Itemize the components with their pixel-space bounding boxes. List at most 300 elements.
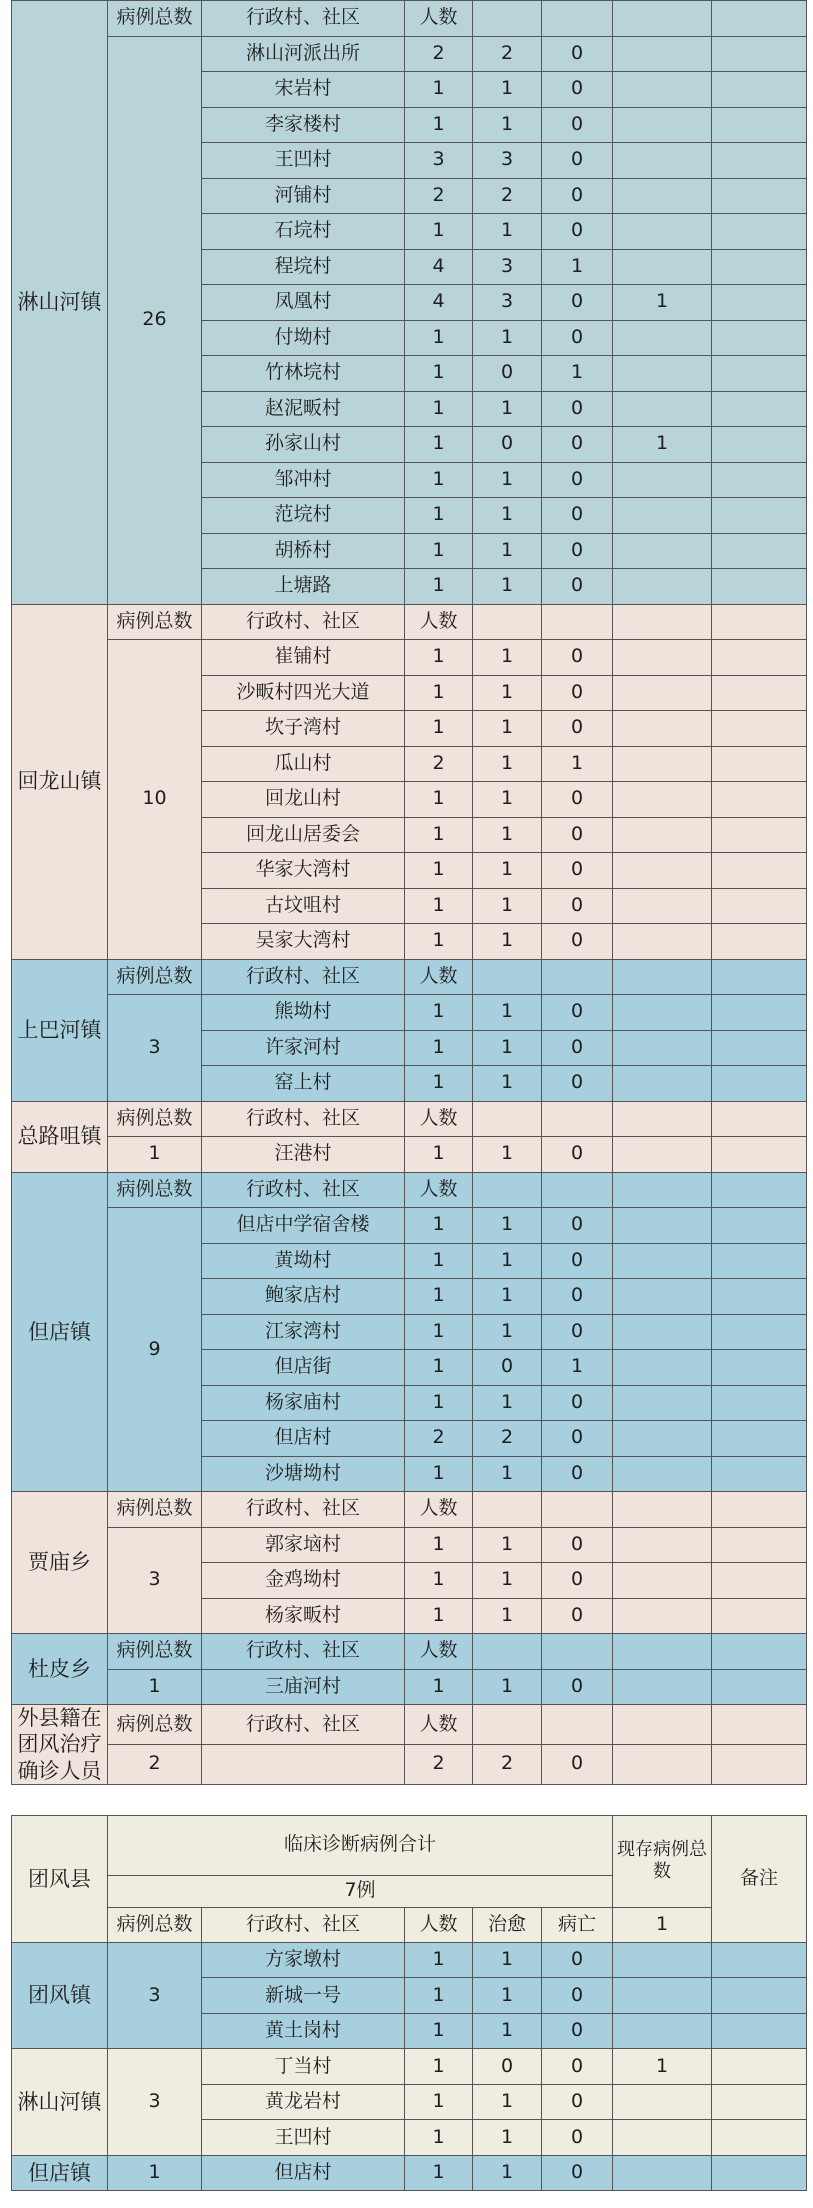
recovered-count: 1 xyxy=(473,2084,542,2120)
town-name: 贾庙乡 xyxy=(12,1492,108,1634)
village-name: 吴家大湾村 xyxy=(202,924,405,960)
table-row xyxy=(12,2155,807,2191)
current-count xyxy=(613,391,712,427)
current-count xyxy=(613,356,712,392)
current-count xyxy=(613,1669,712,1705)
died-count: 0 xyxy=(542,640,613,676)
recovered-count: 1 xyxy=(473,391,542,427)
recovered-count: 1 xyxy=(473,1942,542,1978)
recovered-count: 1 xyxy=(473,533,542,569)
case-count: 1 xyxy=(405,533,473,569)
remarks-cell xyxy=(712,2013,807,2049)
recovered-count: 1 xyxy=(473,1456,542,1492)
case-count: 1 xyxy=(405,391,473,427)
header-count: 人数 xyxy=(405,1,473,37)
section-header-row xyxy=(12,1634,807,1670)
current-count xyxy=(613,1527,712,1563)
current-count xyxy=(613,569,712,605)
recovered-count: 1 xyxy=(473,853,542,889)
remarks-cell xyxy=(712,1243,807,1279)
empty-cell xyxy=(712,1492,807,1528)
village-name: 但店村 xyxy=(202,2155,405,2191)
recovered-count: 2 xyxy=(473,1744,542,1784)
died-count: 0 xyxy=(542,888,613,924)
village-name: 黄土岗村 xyxy=(202,2013,405,2049)
recovered-count: 3 xyxy=(473,143,542,179)
remarks-cell xyxy=(712,107,807,143)
section-header-row xyxy=(12,1172,807,1208)
header-village: 行政村、社区 xyxy=(202,1,405,37)
village-name: 沙畈村四光大道 xyxy=(202,675,405,711)
table-row xyxy=(12,1942,807,1978)
recovered-count: 1 xyxy=(473,2013,542,2049)
header-total-cases: 病例总数 xyxy=(108,959,202,995)
died-count: 0 xyxy=(542,1942,613,1978)
current-count xyxy=(613,888,712,924)
remarks-cell xyxy=(712,675,807,711)
header-village: 行政村、社区 xyxy=(202,1101,405,1137)
current-count: 1 xyxy=(613,2049,712,2085)
case-count: 1 xyxy=(405,1456,473,1492)
remarks-cell xyxy=(712,320,807,356)
case-count: 1 xyxy=(405,924,473,960)
section-total-cases: 9 xyxy=(108,1208,202,1492)
header-died: 病亡 xyxy=(542,1907,613,1942)
remarks-cell xyxy=(712,1350,807,1386)
empty-cell xyxy=(613,1172,712,1208)
section-header-row xyxy=(12,1492,807,1528)
empty-cell xyxy=(542,1492,613,1528)
village-name: 方家墩村 xyxy=(202,1942,405,1978)
village-name: 杨家畈村 xyxy=(202,1598,405,1634)
empty-cell xyxy=(712,959,807,995)
case-count: 1 xyxy=(405,1208,473,1244)
current-count xyxy=(613,36,712,72)
case-count: 1 xyxy=(405,1243,473,1279)
village-name: 程垸村 xyxy=(202,249,405,285)
village-name: 许家河村 xyxy=(202,1030,405,1066)
header-count: 人数 xyxy=(405,1172,473,1208)
village-name: 崔铺村 xyxy=(202,640,405,676)
county-name: 团风县 xyxy=(12,1815,108,1942)
case-count: 1 xyxy=(405,1385,473,1421)
current-count xyxy=(613,1421,712,1457)
current-count xyxy=(613,817,712,853)
village-name: 河铺村 xyxy=(202,178,405,214)
remarks-cell xyxy=(712,356,807,392)
died-count: 0 xyxy=(542,2013,613,2049)
died-count: 0 xyxy=(542,1314,613,1350)
current-count xyxy=(613,72,712,108)
died-count: 0 xyxy=(542,817,613,853)
empty-cell xyxy=(542,1172,613,1208)
header-village: 行政村、社区 xyxy=(202,959,405,995)
remarks-cell xyxy=(712,427,807,463)
current-count xyxy=(613,143,712,179)
village-name: 邹冲村 xyxy=(202,462,405,498)
empty-cell xyxy=(542,1634,613,1670)
village-name: 上塘路 xyxy=(202,569,405,605)
died-count: 1 xyxy=(542,356,613,392)
recovered-count: 1 xyxy=(473,1598,542,1634)
case-count: 1 xyxy=(405,782,473,818)
case-count: 1 xyxy=(405,1563,473,1599)
recovered-count: 1 xyxy=(473,782,542,818)
current-count xyxy=(613,746,712,782)
current-count xyxy=(613,1314,712,1350)
remarks-cell xyxy=(712,995,807,1031)
died-count: 0 xyxy=(542,711,613,747)
remarks-cell xyxy=(712,746,807,782)
recovered-count: 1 xyxy=(473,995,542,1031)
table-row xyxy=(12,1744,807,1784)
village-name: 汪港村 xyxy=(202,1137,405,1173)
remarks-cell xyxy=(712,1744,807,1784)
table-row xyxy=(12,1669,807,1705)
recovered-count: 1 xyxy=(473,888,542,924)
remarks-cell xyxy=(712,1598,807,1634)
recovered-count: 1 xyxy=(473,320,542,356)
village-name: 王凹村 xyxy=(202,2120,405,2156)
current-count xyxy=(613,214,712,250)
current-count xyxy=(613,249,712,285)
remarks-cell xyxy=(712,1137,807,1173)
recovered-count: 1 xyxy=(473,462,542,498)
case-count: 1 xyxy=(405,1942,473,1978)
recovered-count: 1 xyxy=(473,107,542,143)
recovered-count: 1 xyxy=(473,817,542,853)
recovered-count: 1 xyxy=(473,72,542,108)
remarks-cell xyxy=(712,569,807,605)
case-count: 1 xyxy=(405,1978,473,2014)
village-name: 金鸡坳村 xyxy=(202,1563,405,1599)
current-count xyxy=(613,1066,712,1102)
village-name: 竹林垸村 xyxy=(202,356,405,392)
recovered-count: 1 xyxy=(473,1030,542,1066)
village-name: 沙塘坳村 xyxy=(202,1456,405,1492)
current-count xyxy=(613,1030,712,1066)
case-count: 1 xyxy=(405,320,473,356)
empty-cell xyxy=(473,959,542,995)
current-count xyxy=(613,1598,712,1634)
case-count: 2 xyxy=(405,178,473,214)
village-name: 付坳村 xyxy=(202,320,405,356)
clinical-total-value: 7例 xyxy=(108,1875,613,1907)
remarks-cell xyxy=(712,1066,807,1102)
empty-cell xyxy=(542,604,613,640)
empty-cell xyxy=(712,1,807,37)
village-name: 华家大湾村 xyxy=(202,853,405,889)
table-row xyxy=(12,1208,807,1244)
header-total-cases: 病例总数 xyxy=(108,1492,202,1528)
case-count: 1 xyxy=(405,1314,473,1350)
empty-cell xyxy=(613,1634,712,1670)
remarks-cell xyxy=(712,2155,807,2191)
died-count: 0 xyxy=(542,1066,613,1102)
header-village: 行政村、社区 xyxy=(202,1172,405,1208)
case-count: 1 xyxy=(405,214,473,250)
village-name: 回龙山村 xyxy=(202,782,405,818)
remarks-cell xyxy=(712,1279,807,1315)
header-count: 人数 xyxy=(405,959,473,995)
case-count: 1 xyxy=(405,356,473,392)
recovered-count: 0 xyxy=(473,1350,542,1386)
village-name: 鲍家店村 xyxy=(202,1279,405,1315)
case-count: 1 xyxy=(405,1030,473,1066)
village-name: 淋山河派出所 xyxy=(202,36,405,72)
header-count: 人数 xyxy=(405,1101,473,1137)
current-count xyxy=(613,1744,712,1784)
case-count: 1 xyxy=(405,1669,473,1705)
remarks-cell xyxy=(712,1421,807,1457)
recovered-count: 3 xyxy=(473,249,542,285)
died-count: 0 xyxy=(542,214,613,250)
recovered-count: 1 xyxy=(473,640,542,676)
died-count: 0 xyxy=(542,675,613,711)
case-count: 1 xyxy=(405,2049,473,2085)
case-count: 1 xyxy=(405,640,473,676)
recovered-count: 1 xyxy=(473,1208,542,1244)
current-count xyxy=(613,1942,712,1978)
section-header-row xyxy=(12,1101,807,1137)
case-count: 1 xyxy=(405,1598,473,1634)
village-name: 瓜山村 xyxy=(202,746,405,782)
empty-cell xyxy=(613,1705,712,1745)
header-total-cases: 病例总数 xyxy=(108,1,202,37)
empty-cell xyxy=(542,1,613,37)
died-count: 0 xyxy=(542,1243,613,1279)
town-name: 但店镇 xyxy=(12,2155,108,2191)
died-count: 0 xyxy=(542,36,613,72)
empty-cell xyxy=(712,604,807,640)
empty-cell xyxy=(473,1,542,37)
header-count: 人数 xyxy=(405,1907,473,1942)
remarks-cell xyxy=(712,462,807,498)
village-name: 宋岩村 xyxy=(202,72,405,108)
header-total-cases: 病例总数 xyxy=(108,1172,202,1208)
remarks-cell xyxy=(712,498,807,534)
current-count xyxy=(613,107,712,143)
died-count: 0 xyxy=(542,1527,613,1563)
case-count: 1 xyxy=(405,2013,473,2049)
current-count xyxy=(613,640,712,676)
case-count: 1 xyxy=(405,2120,473,2156)
table-separator xyxy=(0,1785,813,1815)
village-name: 三庙河村 xyxy=(202,1669,405,1705)
died-count: 0 xyxy=(542,1978,613,2014)
case-count: 1 xyxy=(405,569,473,605)
current-count: 1 xyxy=(613,427,712,463)
current-count xyxy=(613,498,712,534)
header-village: 行政村、社区 xyxy=(202,604,405,640)
table-row xyxy=(12,2049,807,2085)
empty-cell xyxy=(712,1101,807,1137)
case-count: 1 xyxy=(405,2084,473,2120)
recovered-count: 0 xyxy=(473,427,542,463)
died-count: 0 xyxy=(542,462,613,498)
village-name: 黄坳村 xyxy=(202,1243,405,1279)
village-name: 窑上村 xyxy=(202,1066,405,1102)
village-name: 黄龙岩村 xyxy=(202,2084,405,2120)
case-count: 1 xyxy=(405,1137,473,1173)
recovered-count: 1 xyxy=(473,746,542,782)
died-count: 0 xyxy=(542,1030,613,1066)
village-name: 胡桥村 xyxy=(202,533,405,569)
recovered-count: 1 xyxy=(473,675,542,711)
remarks-cell xyxy=(712,1978,807,2014)
village-name: 王凹村 xyxy=(202,143,405,179)
recovered-count: 1 xyxy=(473,1527,542,1563)
town-name: 上巴河镇 xyxy=(12,959,108,1101)
case-count: 2 xyxy=(405,746,473,782)
village-name: 丁当村 xyxy=(202,2049,405,2085)
case-count: 1 xyxy=(405,107,473,143)
empty-cell xyxy=(613,1492,712,1528)
current-count xyxy=(613,1978,712,2014)
current-count xyxy=(613,675,712,711)
remarks-cell xyxy=(712,2084,807,2120)
current-count xyxy=(613,1350,712,1386)
remarks-cell xyxy=(712,1030,807,1066)
recovered-count: 1 xyxy=(473,1279,542,1315)
recovered-count: 1 xyxy=(473,1243,542,1279)
empty-cell xyxy=(473,1172,542,1208)
section-total-cases: 1 xyxy=(108,1669,202,1705)
section-total-cases: 1 xyxy=(108,2155,202,2191)
died-count: 0 xyxy=(542,285,613,321)
remarks-cell xyxy=(712,214,807,250)
section-total-cases: 3 xyxy=(108,1942,202,2049)
current-cases-header: 现存病例总数 xyxy=(613,1815,712,1907)
recovered-count: 1 xyxy=(473,214,542,250)
recovered-count: 0 xyxy=(473,356,542,392)
current-count xyxy=(613,1137,712,1173)
current-count xyxy=(613,2084,712,2120)
case-count: 1 xyxy=(405,711,473,747)
recovered-count: 1 xyxy=(473,1978,542,2014)
case-count: 1 xyxy=(405,675,473,711)
header-count: 人数 xyxy=(405,1705,473,1745)
town-name: 回龙山镇 xyxy=(12,604,108,959)
remarks-cell xyxy=(712,924,807,960)
recovered-count: 1 xyxy=(473,1563,542,1599)
remarks-cell xyxy=(712,1669,807,1705)
village-name: 但店村 xyxy=(202,1421,405,1457)
case-count: 1 xyxy=(405,1279,473,1315)
section-header-row xyxy=(12,959,807,995)
recovered-count: 3 xyxy=(473,285,542,321)
died-count: 0 xyxy=(542,569,613,605)
died-count: 0 xyxy=(542,924,613,960)
village-name: 熊坳村 xyxy=(202,995,405,1031)
remarks-cell xyxy=(712,72,807,108)
died-count: 0 xyxy=(542,1137,613,1173)
header-total-cases: 病例总数 xyxy=(108,1101,202,1137)
empty-cell xyxy=(712,1172,807,1208)
empty-cell xyxy=(542,959,613,995)
remarks-cell xyxy=(712,533,807,569)
header-count: 人数 xyxy=(405,604,473,640)
current-count xyxy=(613,995,712,1031)
current-count xyxy=(613,320,712,356)
remarks-cell xyxy=(712,711,807,747)
case-count: 2 xyxy=(405,1744,473,1784)
current-count xyxy=(613,533,712,569)
recovered-count: 2 xyxy=(473,178,542,214)
case-count: 1 xyxy=(405,462,473,498)
empty-cell xyxy=(542,1101,613,1137)
town-name: 淋山河镇 xyxy=(12,1,108,605)
header-count: 人数 xyxy=(405,1492,473,1528)
recovered-count: 2 xyxy=(473,1421,542,1457)
town-name: 淋山河镇 xyxy=(12,2049,108,2156)
remarks-cell xyxy=(712,888,807,924)
died-count: 0 xyxy=(542,1456,613,1492)
town-name: 团风镇 xyxy=(12,1942,108,2049)
village-name: 石垸村 xyxy=(202,214,405,250)
current-count xyxy=(613,782,712,818)
remarks-cell xyxy=(712,285,807,321)
section-header-row xyxy=(12,1,807,37)
table-row xyxy=(12,1527,807,1563)
empty-cell xyxy=(473,1705,542,1745)
remarks-cell xyxy=(712,782,807,818)
recovered-count: 1 xyxy=(473,1066,542,1102)
remarks-cell xyxy=(712,817,807,853)
remarks-cell xyxy=(712,1527,807,1563)
case-count: 1 xyxy=(405,427,473,463)
village-name: 范垸村 xyxy=(202,498,405,534)
case-count: 4 xyxy=(405,285,473,321)
recovered-count: 1 xyxy=(473,498,542,534)
remarks-cell xyxy=(712,2120,807,2156)
remarks-cell xyxy=(712,1385,807,1421)
clinical-total-label: 临床诊断病例合计 xyxy=(108,1815,613,1875)
town-name: 总路咀镇 xyxy=(12,1101,108,1172)
recovered-count: 1 xyxy=(473,1137,542,1173)
died-count: 0 xyxy=(542,107,613,143)
section-header-row xyxy=(12,604,807,640)
current-count xyxy=(613,462,712,498)
case-count: 1 xyxy=(405,1066,473,1102)
died-count: 0 xyxy=(542,1421,613,1457)
died-count: 0 xyxy=(542,782,613,818)
section-total-cases: 2 xyxy=(108,1744,202,1784)
remarks-cell xyxy=(712,178,807,214)
table-row xyxy=(12,995,807,1031)
died-count: 0 xyxy=(542,2049,613,2085)
died-count: 0 xyxy=(542,1598,613,1634)
died-count: 0 xyxy=(542,2155,613,2191)
current-count xyxy=(613,1385,712,1421)
town-name: 外县籍在团风治疗确诊人员 xyxy=(12,1705,108,1785)
village-name: 但店中学宿舍楼 xyxy=(202,1208,405,1244)
recovered-count: 1 xyxy=(473,569,542,605)
remarks-cell xyxy=(712,249,807,285)
died-count: 0 xyxy=(542,1669,613,1705)
table-row xyxy=(12,36,807,72)
died-count: 0 xyxy=(542,498,613,534)
remarks-cell xyxy=(712,391,807,427)
died-count: 0 xyxy=(542,427,613,463)
section-total-cases: 3 xyxy=(108,1527,202,1634)
town-name: 杜皮乡 xyxy=(12,1634,108,1705)
recovered-count: 1 xyxy=(473,1669,542,1705)
header-village: 行政村、社区 xyxy=(202,1705,405,1745)
current-count xyxy=(613,2155,712,2191)
case-count: 2 xyxy=(405,36,473,72)
empty-cell xyxy=(712,1634,807,1670)
